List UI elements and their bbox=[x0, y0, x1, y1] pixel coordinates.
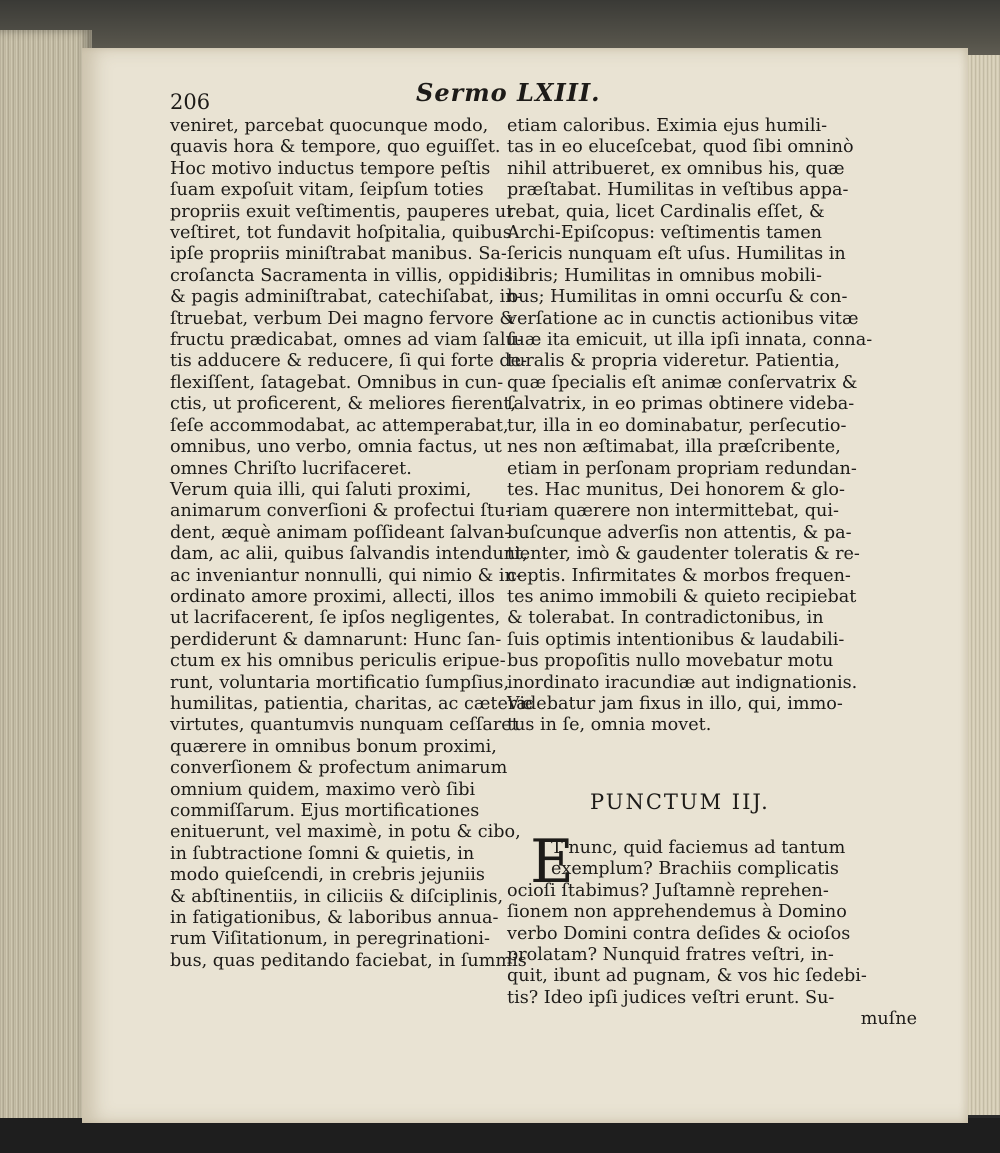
text-line: veſtiret, tot fundavit hoſpitalia, quibus bbox=[170, 223, 512, 244]
text-line: fructu prædicabat, omnes ad viam ſalu- bbox=[170, 330, 523, 351]
text-line: nihil attribueret, ex omnibus his, quæ bbox=[507, 158, 845, 179]
text-line: bus propoſitis nullo movebatur motu bbox=[507, 651, 834, 672]
text-line: etiam caloribus. Eximia ejus humili- bbox=[507, 116, 828, 136]
background-shadow bbox=[0, 1118, 1000, 1153]
text-line: Archi-Epiſcopus: veſtimentis tamen bbox=[507, 223, 822, 244]
book-left-page-edges bbox=[0, 30, 92, 1153]
text-line: omnium quidem, maximo verò ſibi bbox=[170, 779, 476, 800]
text-line: flexiſſent, ſatagebat. Omnibus in cun- bbox=[170, 372, 504, 393]
text-line: propriis exuit veſtimentis, pauperes ut bbox=[170, 201, 514, 222]
text-line: inordinato iracundiæ aut indignationis. bbox=[507, 672, 858, 693]
text-line: quærere in omnibus bonum proximi, bbox=[170, 736, 497, 757]
running-title: Sermo LXIII. bbox=[416, 78, 601, 107]
text-line: ſericis nunquam eſt uſus. Humilitas in bbox=[507, 244, 846, 265]
text-line: Hoc motivo inductus tempore peſtis bbox=[170, 158, 491, 179]
text-line: omnibus, uno verbo, omnia factus, ut bbox=[170, 437, 502, 458]
text-line: ſuam expoſuit vitam, ſeipſum toties bbox=[170, 180, 484, 201]
section-heading: PUNCTUM IIJ. bbox=[590, 790, 770, 814]
text-line: ordinato amore proximi, allecti, illos bbox=[170, 586, 495, 607]
text-line: in ſubtractione ſomni & quietis, in bbox=[170, 843, 475, 864]
text-line: virtutes, quantumvis nunquam ceſſaret bbox=[170, 715, 519, 736]
text-line: veniret, parcebat quocunque modo, bbox=[170, 116, 489, 136]
right-text-column bbox=[507, 116, 927, 737]
text-line: tis? Ideo ipſi judices veſtri erunt. Su- bbox=[507, 987, 835, 1008]
text-line: verſatione ac in cunctis actionibus vitæ bbox=[507, 308, 859, 329]
text-line: tus in ſe, omnia movet. bbox=[507, 715, 712, 736]
text-line: Verum quia illi, qui ſaluti proximi, bbox=[170, 479, 472, 500]
text-line: ſalvatrix, in eo primas obtinere videba- bbox=[507, 394, 855, 415]
text-line: ocioſi ſtabimus? Juſtamnè reprehen- bbox=[507, 880, 829, 901]
text-line: riam quærere non intermittebat, qui- bbox=[507, 501, 839, 522]
text-line: omnes Chriſto lucrifaceret. bbox=[170, 458, 412, 479]
catchword: muſne bbox=[860, 1009, 917, 1030]
text-line: verbo Domini contra deſides & ocioſos bbox=[507, 923, 851, 944]
text-line: perdiderunt & damnarunt: Hunc ſan- bbox=[170, 629, 502, 650]
text-line: ut lacrifacerent, ſe ipſos negligentes, bbox=[170, 608, 501, 629]
text-line: rum Viſitationum, in peregrinationi- bbox=[170, 929, 490, 950]
text-line: bus, quas peditando faciebat, in ſummis bbox=[170, 950, 527, 971]
text-line: rebat, quia, licet Cardinalis eſſet, & bbox=[507, 201, 825, 222]
text-line: enituerunt, vel maximè, in potu & cibo, bbox=[170, 822, 521, 843]
text-line: præſtabat. Humilitas in veſtibus appa- bbox=[507, 180, 849, 201]
text-line: T nunc, quid faciemus ad tantum bbox=[551, 838, 846, 858]
text-line: turalis & propria videretur. Patientia, bbox=[507, 351, 840, 372]
drop-cap: E bbox=[530, 827, 574, 897]
text-line: ipſe propriis miniſtrabat manibus. Sa- bbox=[170, 244, 507, 265]
book-page bbox=[82, 48, 968, 1123]
text-line: tis adducere & reducere, ſi qui forte de- bbox=[170, 351, 528, 372]
text-line: animarum converſioni & profectui ſtu- bbox=[170, 501, 512, 522]
text-line: ſeſe accommodabat, ac attemperabat, bbox=[170, 415, 509, 436]
text-line: nes non æſtimabat, illa præſcribente, bbox=[507, 437, 841, 458]
text-line: croſancta Sacramenta in villis, oppidis bbox=[170, 265, 513, 286]
text-line: tes. Hac munitus, Dei honorem & glo- bbox=[507, 479, 845, 500]
page-number: 206 bbox=[170, 90, 211, 114]
text-line: ctis, ut proficerent, & meliores fierent, bbox=[170, 394, 517, 415]
text-line: tur, illa in eo dominabatur, perſecutio- bbox=[507, 415, 847, 436]
text-line: ſtruebat, verbum Dei magno fervore & bbox=[170, 308, 516, 329]
text-line: libris; Humilitas in omnibus mobili- bbox=[507, 265, 822, 286]
text-line: prolatam? Nunquid fratres veſtri, in- bbox=[507, 945, 834, 966]
text-line: humilitas, patientia, charitas, ac cæteræ bbox=[170, 693, 533, 714]
text-line: dent, æquè animam poſſideant ſalvan- bbox=[170, 522, 511, 543]
text-line: ſuis optimis intentionibus & laudabili- bbox=[507, 629, 845, 650]
text-line: Videbatur jam fixus in illo, qui, immo- bbox=[507, 693, 843, 714]
text-line: & abſtinentiis, in ciliciis & diſciplinis, bbox=[170, 886, 504, 907]
text-line: ſuæ ita emicuit, ut illa ipſi innata, conna- bbox=[507, 330, 873, 351]
text-line: quavis hora & tempore, quo eguiſſet. bbox=[170, 137, 501, 158]
text-line: & pagis adminiſtrabat, catechiſabat, in- bbox=[170, 287, 523, 308]
text-line: quæ ſpecialis eſt animæ conſervatrix & bbox=[507, 372, 858, 393]
text-line: quit, ibunt ad pugnam, & vos hic ſedebi- bbox=[507, 966, 867, 987]
text-line: exemplum? Brachiis complicatis bbox=[551, 859, 839, 880]
text-line: tas in eo eluceſcebat, quod ſibi omninò bbox=[507, 137, 854, 158]
section-text bbox=[507, 838, 927, 1031]
text-line: ceptis. Infirmitates & morbos frequen- bbox=[507, 565, 851, 586]
text-line: buſcunque adverſis non attentis, & pa- bbox=[507, 522, 852, 543]
text-line: etiam in perſonam propriam redundan- bbox=[507, 458, 857, 479]
text-line: tes animo immobili & quieto recipiebat bbox=[507, 586, 857, 607]
text-line: dam, ac alii, quibus ſalvandis intendunt, bbox=[170, 544, 528, 565]
text-line: ac inveniantur nonnulli, qui nimio & in- bbox=[170, 565, 522, 586]
text-line: tienter, imò & gaudenter toleratis & re- bbox=[507, 544, 860, 565]
text-line: bus; Humilitas in omni occurſu & con- bbox=[507, 287, 848, 308]
text-line: ſionem non apprehendemus à Domino bbox=[507, 902, 847, 923]
text-line: runt, voluntaria mortificatio ſumpſius, bbox=[170, 672, 510, 693]
text-line: modo quieſcendi, in crebris jejuniis bbox=[170, 865, 485, 886]
text-line: & tolerabat. In contradictonibus, in bbox=[507, 608, 824, 629]
text-line: in fatigationibus, & laboribus annua- bbox=[170, 908, 499, 929]
text-line: converſionem & profectum animarum bbox=[170, 758, 508, 779]
text-line: ctum ex his omnibus periculis eripue- bbox=[170, 651, 506, 672]
text-line: commiſſarum. Ejus mortificationes bbox=[170, 801, 480, 821]
